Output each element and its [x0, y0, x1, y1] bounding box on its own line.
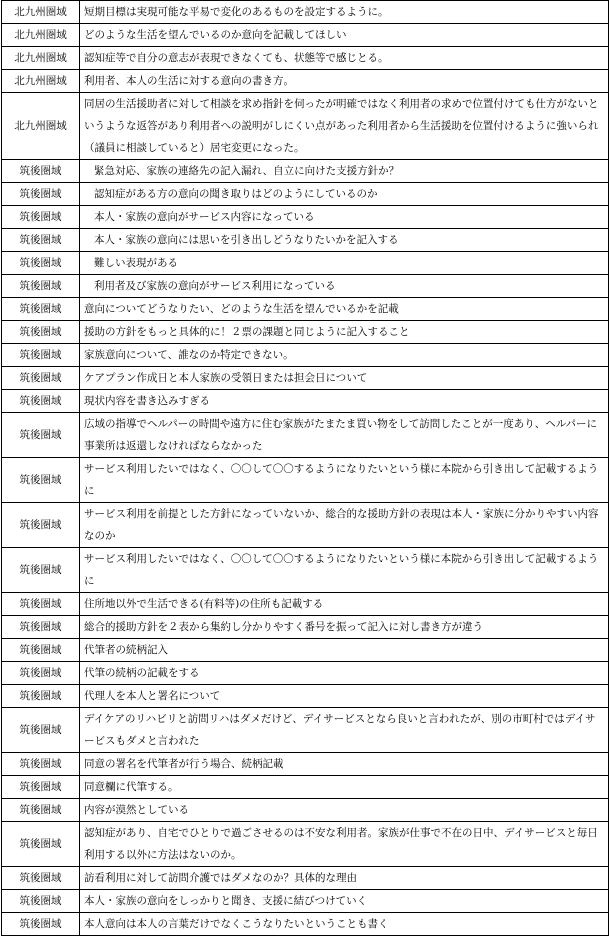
region-cell: 筑後圏域	[2, 776, 80, 799]
region-cell: 北九州圏域	[2, 70, 80, 93]
comment-cell: 内容が漠然としている	[80, 799, 609, 822]
comment-cell: 同意の署名を代筆者が行う場合、続柄記載	[80, 753, 609, 776]
comment-cell: 代筆の続柄の記載をする	[80, 662, 609, 685]
comment-cell: サービス利用したいではなく、〇〇して〇〇するようになりたいという様に本院から引き出して記載するように	[80, 458, 609, 503]
comment-cell: 難しい表現がある	[80, 252, 609, 275]
comment-cell: 本人・家族の意向をしっかりと聞き、支援に結びつけていく	[80, 890, 609, 913]
table-row	[2, 616, 609, 639]
region-cell: 筑後圏域	[2, 822, 80, 867]
comment-cell: 本人意向は本人の言葉だけでなくこうなりたいということも書く	[80, 913, 609, 936]
table-row	[2, 867, 609, 890]
region-cell: 筑後圏域	[2, 413, 80, 458]
table-row	[2, 685, 609, 708]
region-cell: 筑後圏域	[2, 593, 80, 616]
comment-cell: 意向についてどうなりたい、どのような生活を望んでいるかを記載	[80, 298, 609, 321]
table-row	[2, 639, 609, 662]
region-cell: 筑後圏域	[2, 321, 80, 344]
region-cell: 筑後圏域	[2, 753, 80, 776]
table-row	[2, 708, 609, 753]
table-row	[2, 183, 609, 206]
comment-cell: 本人・家族の意向がサービス内容になっている	[80, 206, 609, 229]
table-row	[2, 344, 609, 367]
region-cell: 北九州圏域	[2, 93, 80, 160]
region-cell: 筑後圏域	[2, 639, 80, 662]
table-row	[2, 1, 609, 24]
region-cell: 筑後圏域	[2, 503, 80, 548]
region-cell: 筑後圏域	[2, 206, 80, 229]
comment-cell: 認知症等で自分の意志が表現できなくても、状態等で感じとる。	[80, 47, 609, 70]
comment-cell: 代理人を本人と署名について	[80, 685, 609, 708]
region-cell: 北九州圏域	[2, 47, 80, 70]
region-cell: 北九州圏域	[2, 24, 80, 47]
comment-cell: 同居の生活援助者に対して相談を求め指針を伺ったが明確ではなく利用者の求めで位置付けても仕方がないというような返答があり利用者への説明がしにくい点があった利用者から生活援助を位置付けるように強いられ（議員に相談していると）居宅変更になった。	[80, 93, 609, 160]
comment-cell: 利用者、本人の生活に対する意向の書き方。	[80, 70, 609, 93]
comment-cell: 代筆者の続柄記入	[80, 639, 609, 662]
comment-cell: 訪看利用に対して訪問介護ではダメなのか？具体的な理由	[80, 867, 609, 890]
region-cell: 筑後圏域	[2, 458, 80, 503]
table-row	[2, 275, 609, 298]
table-row	[2, 822, 609, 867]
table-row	[2, 776, 609, 799]
table-row	[2, 321, 609, 344]
table-row	[2, 913, 609, 936]
comment-cell: 家族意向について、誰なのか特定できない。	[80, 344, 609, 367]
comment-cell: サービス利用を前提とした方針になっていないか、総合的な援助方針の表現は本人・家族に分かりやすい内容なのか	[80, 503, 609, 548]
region-cell: 筑後圏域	[2, 183, 80, 206]
comment-cell: 総合的援助方針を２表から集約し分かりやすく番号を振って記入に対し書き方が違う	[80, 616, 609, 639]
region-cell: 筑後圏域	[2, 275, 80, 298]
region-cell: 筑後圏域	[2, 548, 80, 593]
table-row	[2, 799, 609, 822]
table-row	[2, 367, 609, 390]
region-cell: 筑後圏域	[2, 229, 80, 252]
table-row	[2, 160, 609, 183]
region-cell: 筑後圏域	[2, 160, 80, 183]
comment-cell: どのような生活を望んでいるのか意向を記載してほしい	[80, 24, 609, 47]
comment-cell: 援助の方針をもっと具体的に！２票の課題と同じように記入すること	[80, 321, 609, 344]
comment-cell: デイケアのリハビリと訪問リハはダメだけど、デイサービスとなら良いと言われたが、別の市町村ではデイサービスもダメと言われた	[80, 708, 609, 753]
comment-cell: 認知症がある方の意向の聞き取りはどのようにしているのか	[80, 183, 609, 206]
table-row	[2, 753, 609, 776]
table-row	[2, 70, 609, 93]
table-row	[2, 47, 609, 70]
region-cell: 筑後圏域	[2, 298, 80, 321]
table-row	[2, 548, 609, 593]
table-row	[2, 890, 609, 913]
consultation-table	[1, 0, 609, 936]
region-cell: 筑後圏域	[2, 616, 80, 639]
comment-cell: 利用者及び家族の意向がサービス利用になっている	[80, 275, 609, 298]
table-row	[2, 229, 609, 252]
region-cell: 筑後圏域	[2, 708, 80, 753]
table-row	[2, 206, 609, 229]
table-row	[2, 413, 609, 458]
comment-cell: 認知症があり、自宅でひとりで過ごさせるのは不安な利用者。家族が仕事で不在の日中、デイサービスと毎日利用する以外に方法はないのか。	[80, 822, 609, 867]
region-cell: 筑後圏域	[2, 799, 80, 822]
table-row	[2, 298, 609, 321]
comment-cell: 同意欄に代筆する。	[80, 776, 609, 799]
table-row	[2, 252, 609, 275]
comment-cell: 現状内容を書き込みすぎる	[80, 390, 609, 413]
comment-cell: 緊急対応、家族の連絡先の記入漏れ、自立に向けた支援方針か？	[80, 160, 609, 183]
region-cell: 筑後圏域	[2, 913, 80, 936]
table-row	[2, 458, 609, 503]
region-cell: 筑後圏域	[2, 252, 80, 275]
table-row	[2, 662, 609, 685]
region-cell: 筑後圏域	[2, 867, 80, 890]
comment-cell: サービス利用したいではなく、〇〇して〇〇するようになりたいという様に本院から引き出して記載するように	[80, 548, 609, 593]
comment-cell: 広域の指導でヘルパーの時間や遠方に住む家族がたまたま買い物をして訪問したことが一度あり、ヘルパーに事業所は返還しなければならなかった	[80, 413, 609, 458]
comment-cell: 短期目標は実現可能な平易で変化のあるものを設定するように。	[80, 1, 609, 24]
table-row	[2, 390, 609, 413]
region-cell: 北九州圏域	[2, 1, 80, 24]
table-row	[2, 24, 609, 47]
region-cell: 筑後圏域	[2, 890, 80, 913]
region-cell: 筑後圏域	[2, 662, 80, 685]
region-cell: 筑後圏域	[2, 367, 80, 390]
table-row	[2, 593, 609, 616]
region-cell: 筑後圏域	[2, 344, 80, 367]
table-row	[2, 93, 609, 160]
table-row	[2, 503, 609, 548]
region-cell: 筑後圏域	[2, 685, 80, 708]
table-body	[2, 1, 609, 936]
comment-cell: ケアプラン作成日と本人家族の受領日または担会日について	[80, 367, 609, 390]
region-cell: 筑後圏域	[2, 390, 80, 413]
comment-cell: 住所地以外で生活できる(有料等)の住所も記載する	[80, 593, 609, 616]
comment-cell: 本人・家族の意向には思いを引き出しどうなりたいかを記入する	[80, 229, 609, 252]
